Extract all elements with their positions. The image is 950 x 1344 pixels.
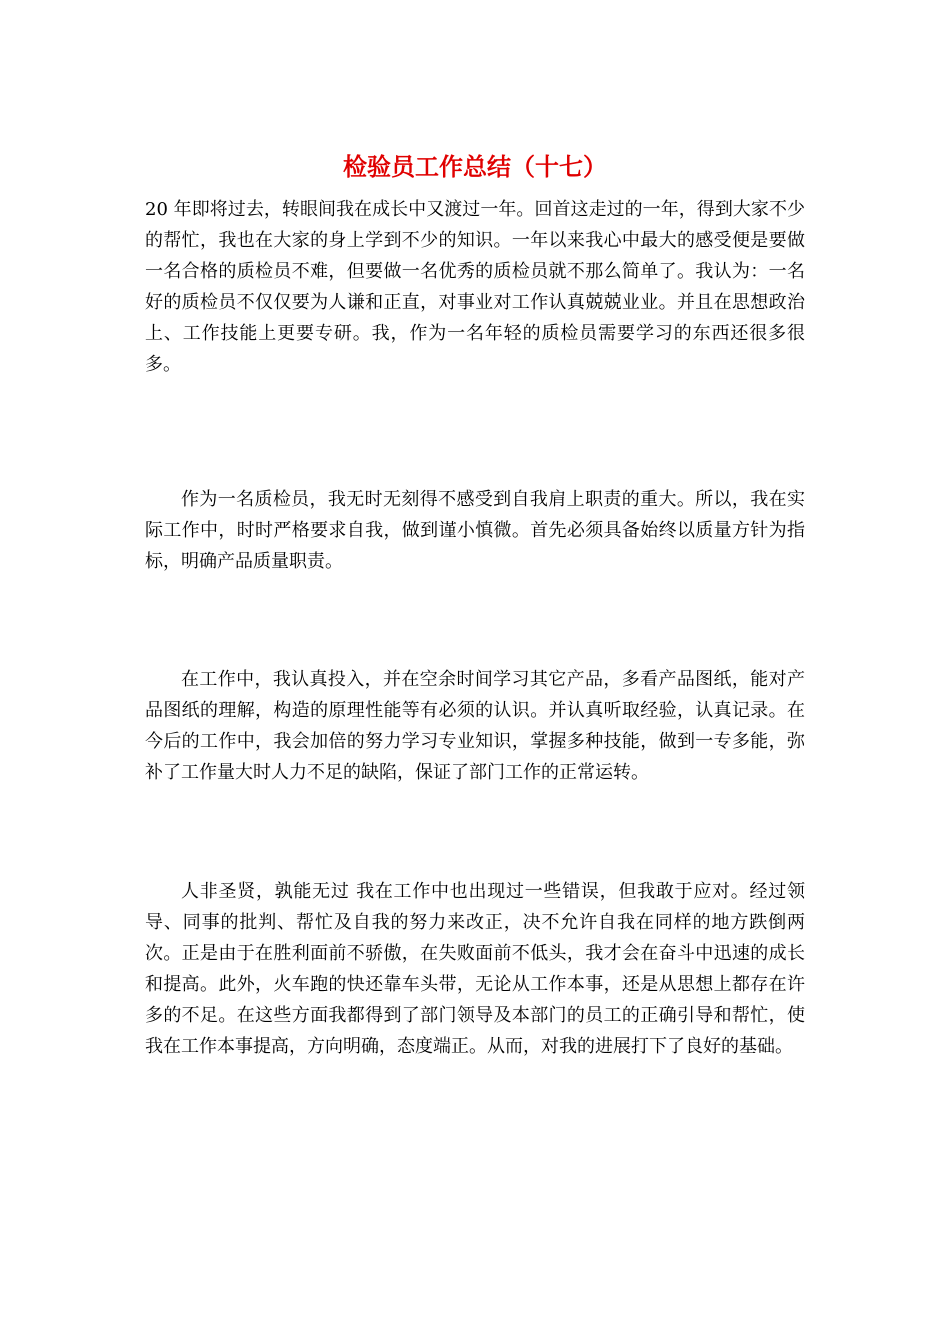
paragraph-2: 作为一名质检员，我无时无刻得不感受到自我肩上职责的重大。所以，我在实际工作中，时时严格要求自我，做到谨小慎微。首先必须具备始终以质量方针为指标，明确产品质量职责。 xyxy=(145,489,805,572)
paragraph-1: 20 年即将过去，转眼间我在成长中又渡过一年。回首这走过的一年，得到大家不少的帮忙，我也在大家的身上学到不少的知识。一年以来我心中最大的感受便是要做一名合格的质检员不难，但要做一名优秀的质检员就不那么简单了。我认为：一名好的质检员不仅仅要为人谦和正直，对事业对工作认真兢兢业业。并且在思想政治上、工作技能上更要专研。我，作为一名年轻的质检员需要学习的东西还很多很多。 xyxy=(145,199,805,375)
paragraph-4: 人非圣贤，孰能无过 我在工作中也出现过一些错误，但我敢于应对。经过领导、同事的批判、帮忙及自我的努力来改正，决不允许自我在同样的地方跌倒两次。正是由于在胜利面前不骄傲，在失败面前不低头，我才会在奋斗中迅速的成长和提高。此外，火车跑的快还靠车头带，无论从工作本事，还是从思想上都存在许多的不足。在这些方面我都得到了部门领导及本部门的员工的正确引导和帮忙，使我在工作本事提高，方向明确，态度端正。从而，对我的进展打下了良好的基础。 xyxy=(145,881,805,1057)
document-title: 检验员工作总结（十七） xyxy=(343,152,607,181)
paragraph-3: 在工作中，我认真投入，并在空余时间学习其它产品，多看产品图纸，能对产品图纸的理解，构造的原理性能等有必须的认识。并认真听取经验，认真记录。在今后的工作中，我会加倍的努力学习专业知识，掌握多种技能，做到一专多能，弥补了工作量大时人力不足的缺陷，保证了部门工作的正常运转。 xyxy=(145,669,805,783)
